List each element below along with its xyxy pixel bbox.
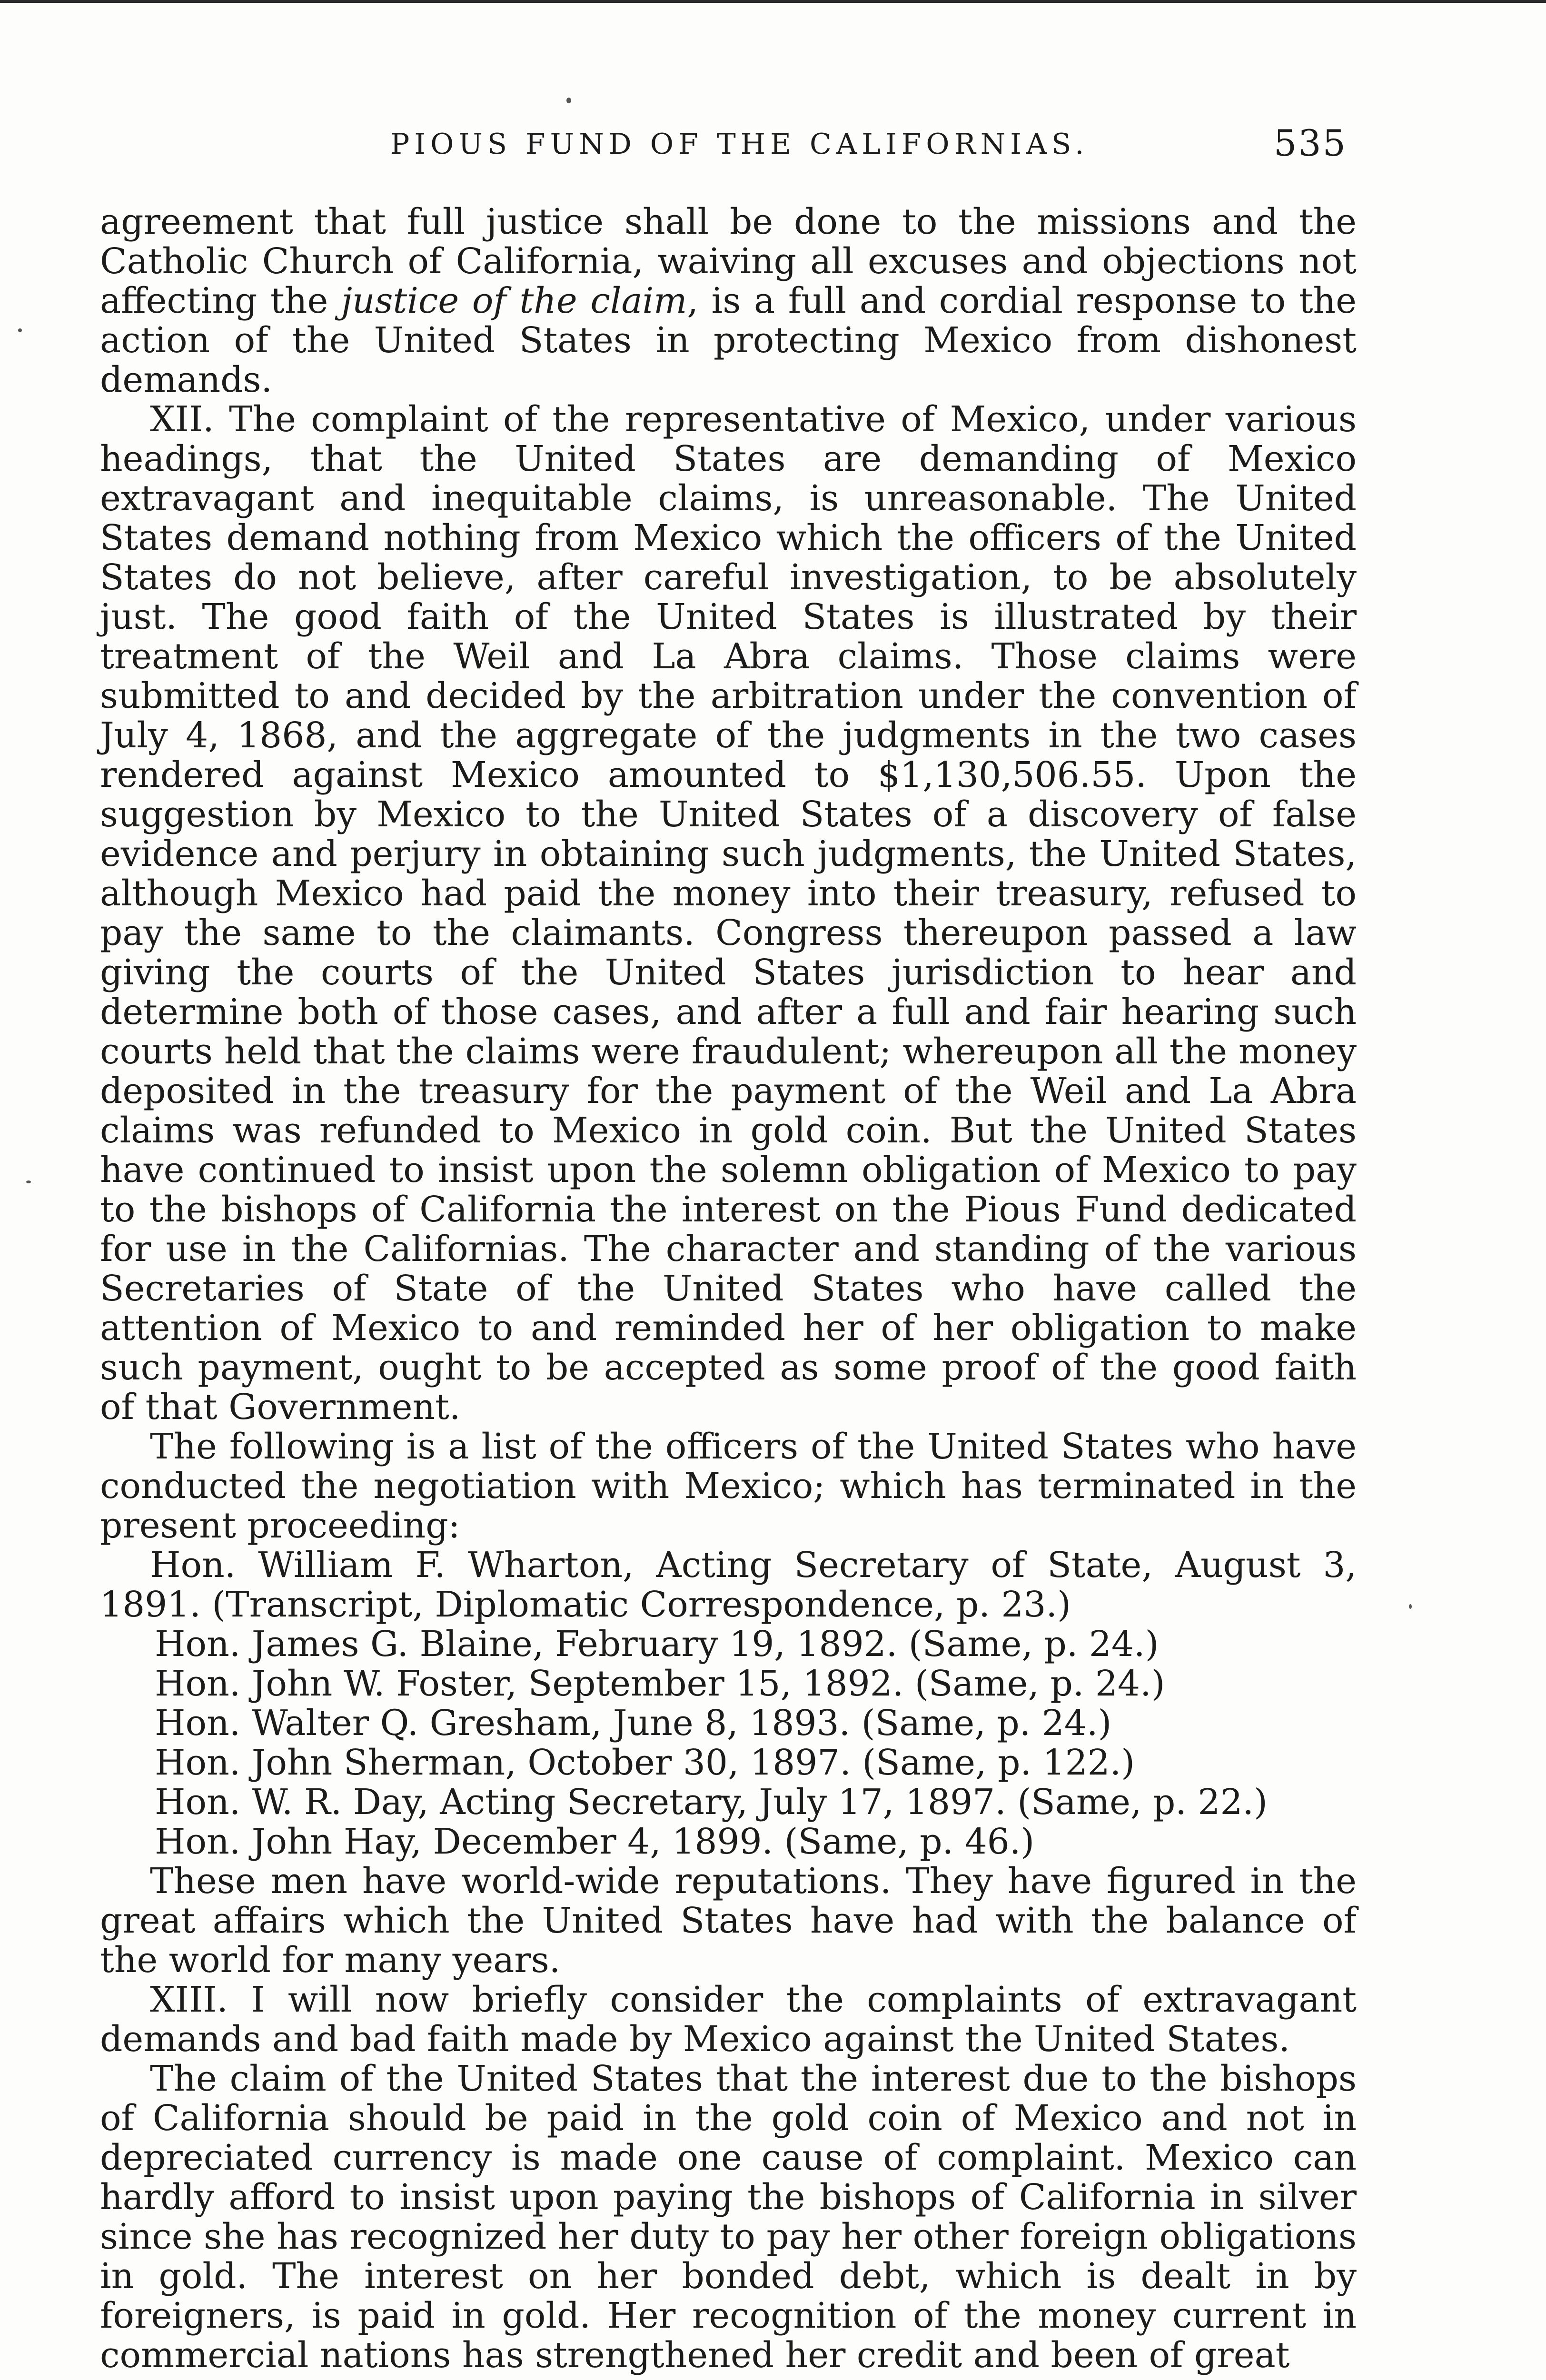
print-speck — [18, 328, 22, 332]
page-header — [119, 122, 1347, 175]
list-item: Hon. W. R. Day, Acting Secretary, July 17, 1897. (Same, p. 22.) — [155, 1782, 1268, 1823]
paragraph-continuation — [100, 202, 1357, 400]
emphasis-text: justice of the claim — [341, 280, 687, 321]
list-item: Hon. John W. Foster, September 15, 1892. (Same, p. 24.) — [155, 1663, 1165, 1704]
paragraph-section-xiii: XIII. I will now briefly consider the complaints of extravagant demands and bad faith made by Mexico against the United States. — [100, 1979, 1357, 2060]
list-item: Hon. John Hay, December 4, 1899. (Same, p. 46.) — [155, 1821, 1035, 1862]
body-text — [100, 202, 1357, 2375]
list-item: Hon. John Sherman, October 30, 1897. (Same, p. 122.) — [155, 1742, 1135, 1783]
top-edge-rule — [0, 0, 1546, 3]
print-speck — [1409, 1604, 1412, 1609]
paragraph-officers-intro: The following is a list of the officers of the United States who have conducted the negotiation with Mexico; which has terminated in the present proceeding: — [100, 1426, 1357, 1546]
list-item: Hon. Walter Q. Gresham, June 8, 1893. (Same, p. 24.) — [155, 1703, 1112, 1744]
paragraph-text: , is a full and cordial response to the action of the United States in protecting Mexico from dishonest demands. — [100, 280, 1357, 400]
list-item: Hon. James G. Blaine, February 19, 1892. (Same, p. 24.) — [155, 1624, 1159, 1665]
paragraph-gold-coin: The claim of the United States that the interest due to the bishops of California should be paid in the gold coin of Mexico and not in depreciated currency is made one cause of complaint. Mexico can hardly afford to insist upon paying the bishops of California in silver since she has recognized her duty to pay her other foreign obligations in gold. The interest on her bonded debt, which is dealt in by foreigners, is paid in gold. Her recognition of the money current in commercial nations has strengthened her credit and been of great — [100, 2058, 1357, 2376]
print-speck — [566, 98, 571, 103]
paragraph-reputations: These men have world-wide reputations. They have figured in the great affairs which the United States have had with the balance of the world for many years. — [100, 1861, 1357, 1981]
list-item-wharton: Hon. William F. Wharton, Acting Secretary of State, August 3, 1891. (Transcript, Diplomatic Correspondence, p. 23.) — [100, 1545, 1357, 1625]
paragraph-text: agreement that full justice shall be done to the missions and the Catholic Church of California, waiving all excuses and objections not affecting the — [100, 201, 1357, 321]
running-title: PIOUS FUND OF THE CALIFORNIAS. — [390, 128, 1089, 161]
paragraph-section-xii: XII. The complaint of the representative of Mexico, under various headings, that the United States are demanding of Mexico extravagant and inequitable claims, is unreasonable. The United States demand nothing from Mexico which the officers of the United States do not believe, after careful investigation, to be absolutely just. The good faith of the United States is illustrated by their treatment of the Weil and La Abra claims. Those claims were submitted to and decided by the arbitration under the convention of July 4, 1868, and the aggregate of the judgments in the two cases rendered against Mexico amounted to $1,130,506.55. Upon the suggestion by Mexico to the United States of a discovery of false evidence and perjury in obtaining such judgments, the United States, although Mexico had paid the money into their treasury, refused to pay the same to the claimants. Congress thereupon passed a law giving the courts of the United States jurisdiction to hear and determine both of those cases, and after a full and fair hearing such courts held that the claims were fraudulent; whereupon all the money deposited in the treasury for the payment of the Weil and La Abra claims was refunded to Mexico in gold coin. But the United States have continued to insist upon the solemn obligation of Mexico to pay to the bishops of California the interest on the Pious Fund dedicated for use in the Californias. The character and standing of the various Secretaries of State of the United States who have called the attention of Mexico to and reminded her of her obligation to make such payment, ought to be accepted as some proof of the good faith of that Government. — [100, 399, 1357, 1428]
print-speck — [26, 1180, 31, 1183]
page-number: 535 — [1273, 122, 1347, 164]
